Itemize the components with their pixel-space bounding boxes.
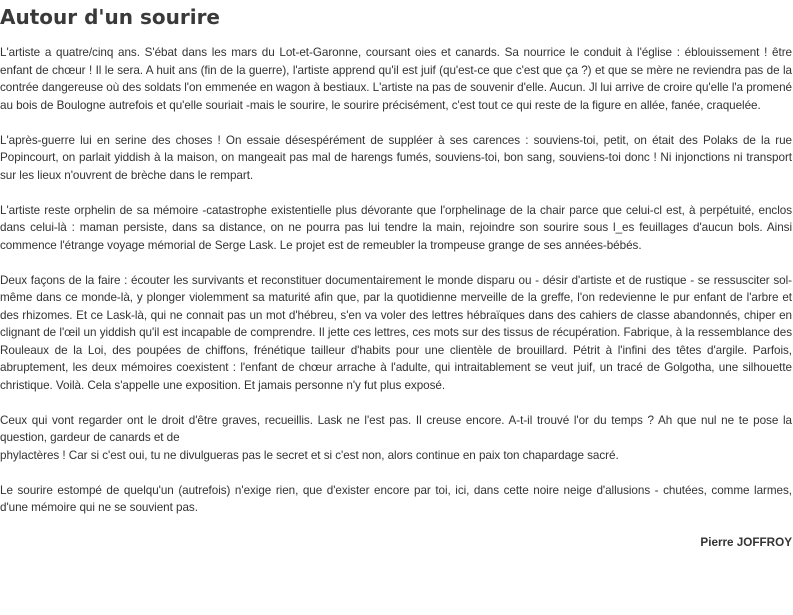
paragraph-1: L'artiste a quatre/cinq ans. S'ébat dans les mars du Lot-et-Garonne, coursant oies et canards. Sa nourrice le conduit à l'église : éblouissement ! être enfant de chœur ! Il le sera. A huit ans (fin de la guerre), l'artiste apprend qu'il est juif (qu'est-ce que c'est que ça ?) et que se mère ne reviendra pas de la contrée dangereuse où des soldats l'on emmenée en wagon à bestiaux. L'artiste na pas de souvenir d'elle. Aucun. Jl lui arrive de croire qu'elle l'a promené au bois de Boulogne autrefois et qu'elle souriait -mais le sourire, le sourire précisément, c'est tout ce qui reste de la figure en allée, fanée, craquelée.: [0, 46, 792, 112]
author-signature: Pierre JOFFROY: [700, 536, 792, 549]
paragraph-5-part-2: phylactères ! Car si c'est oui, tu ne divulgueras pas le secret et si c'est non, alors continue en paix ton chapardage sacré.: [0, 448, 619, 462]
paragraph-2: L'après-guerre lui en serine des choses ! On essaie désespérément de suppléer à ses carences : souviens-toi, petit, on était des Polaks de la rue Popincourt, on parlait yiddish à la maison, on mangeait pas mal de harengs fumés, souviens-toi, bon sang, souviens-toi donc ! Ni injonctions ni transport sur les lieux n'ouvrent de brèche dans le rempart.: [0, 133, 792, 182]
paragraph-5: [0, 412, 792, 465]
paragraph-3: L'artiste reste orphelin de sa mémoire -catastrophe existentielle plus dévorante que l'orphelinage de la chair parce que celui-cl est, à perpétuité, enclos dans celui-là : maman persiste, dans sa distance, on ne pourra pas lui tendre la main, rejoindre son sourire sous l_es feuillages d'aucun bols. Ainsi commence l'étrange voyage mémorial de Serge Lask. Le projet est de remeubler la trompeuse grange de ses années-bébés.: [0, 203, 792, 252]
paragraph-6: Le sourire estompé de quelqu'un (autrefois) n'exige rien, que d'exister encore par toi, ici, dans cette noire neige d'allusions - chutées, comme larmes, d'une mémoire qui ne se souvient pas.: [0, 483, 792, 514]
paragraph-5-part-1: Ceux qui vont regarder ont le droit d'être graves, recueillis. Lask ne l'est pas. Il creuse encore. A-t-il trouvé l'or du temps ? Ah que nul ne te pose la question, gardeur de canards et de: [0, 413, 792, 444]
paragraph-4: Deux façons de la faire : écouter les survivants et reconstituer documentairement le monde disparu ou - désir d'artiste et de rustique - se ressusciter sol-même dans ce monde-là, y plonger violemment sa maturité afin que, par la quotidienne merveille de la greffe, l'on redevienne le pur enfant de l'arbre et des rhizomes. Et ce Lask-là, qui ne connait pas un mot d'hébreu, s'en va voler des lettres hébraïques dans des cahiers de classe abandonnés, chiper en clignant de l'œil un yiddish qu'il est incapable de comprendre. Il jette ces lettres, ces mots sur des tissus de récupération. Fabrique, à la ressemblance des Rouleaux de la Loi, des poupées de chiffons, frénétique tailleur d'habits pour une clientèle de brouillard. Pétrit à l'infini des têtes d'argile. Parfois, abruptement, les deux mémoires coexistent : l'enfant de chœur arrache à l'adulte, qui intraitablement se veut juif, un tracé de Golgotha, une silhouette christique. Voilà. Cela s'appelle une exposition. Et jamais personne n'y fut plus exposé.: [0, 273, 792, 392]
article-title: Autour d'un sourire: [0, 5, 220, 29]
